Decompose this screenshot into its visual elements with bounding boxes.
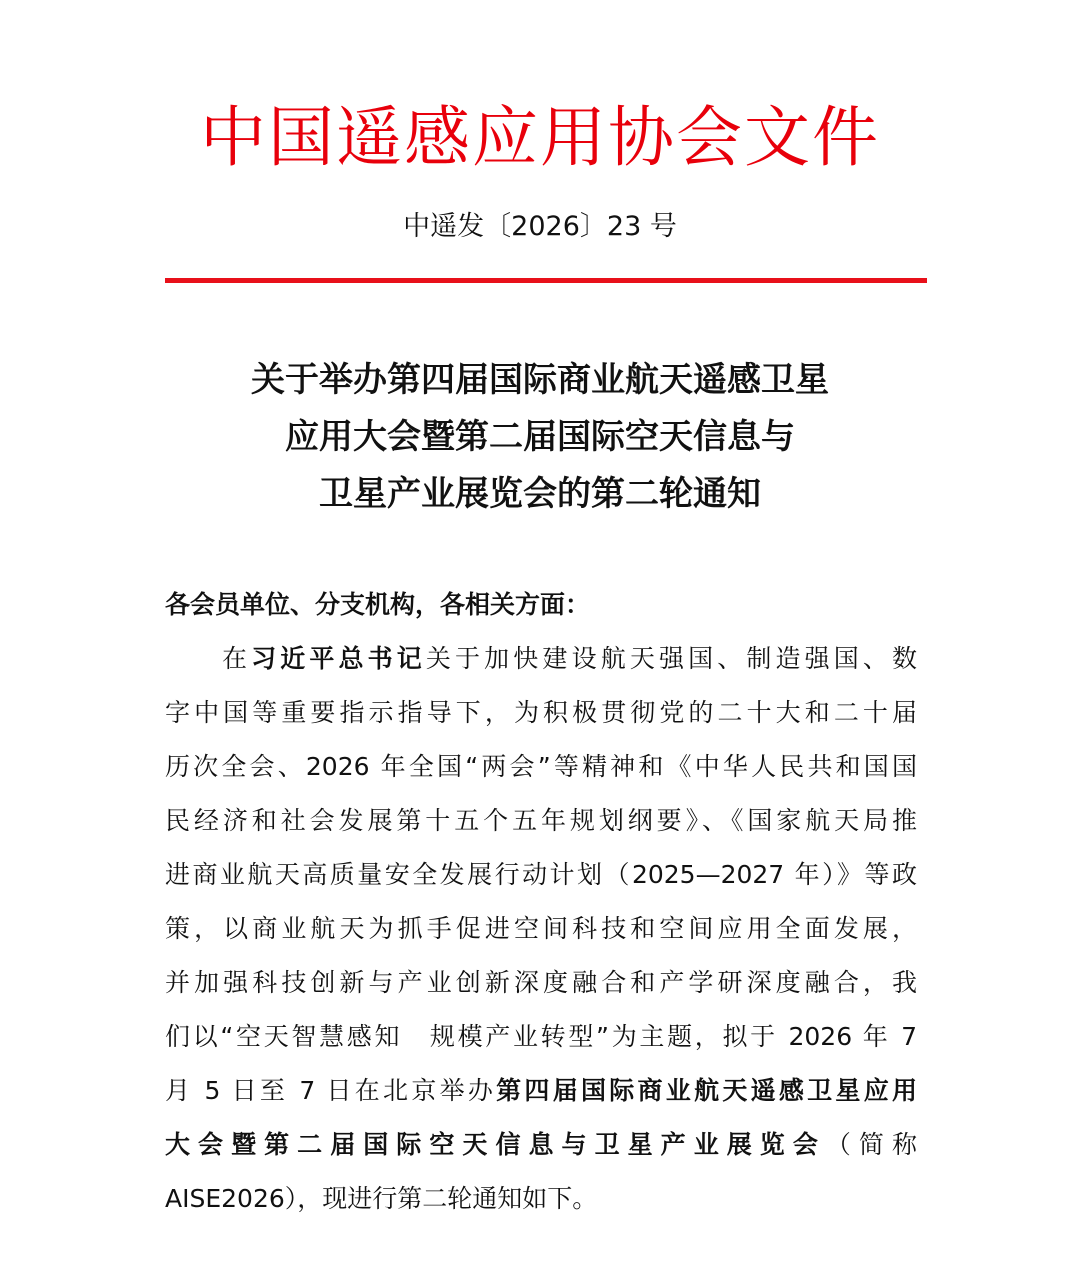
body-line-8: 们以“空天智慧感知 规模产业转型”为主题，拟于 2026 年 7 bbox=[165, 1022, 917, 1051]
body-bold-text: 习近平总书记 bbox=[251, 644, 426, 673]
body-paragraph bbox=[165, 635, 917, 1229]
body-text: （简称 bbox=[825, 1130, 917, 1159]
document-title bbox=[0, 352, 1080, 523]
body-text: 关于加快建设航天强国、制造强国、数 bbox=[425, 644, 917, 673]
body-line-2: 字中国等重要指示指导下，为积极贯彻党的二十大和二十届 bbox=[165, 698, 917, 727]
title-line-1: 关于举办第四届国际商业航天遥感卫星 bbox=[251, 360, 829, 400]
body-line-1 bbox=[165, 635, 917, 689]
salutation: 各会员单位、分支机构，各相关方面： bbox=[165, 590, 591, 619]
body-line-9 bbox=[165, 1067, 917, 1121]
body-line-4: 民经济和社会发展第十五个五年规划纲要》、《国家航天局推 bbox=[165, 806, 917, 835]
body-bold-text: 第四届国际商业航天遥感卫星应用 bbox=[496, 1076, 917, 1105]
body-line-7: 并加强科技创新与产业创新深度融合和产学研深度融合，我 bbox=[165, 968, 917, 997]
body-line-10 bbox=[165, 1121, 917, 1175]
red-divider-line bbox=[165, 278, 927, 283]
body-line-5: 进商业航天高质量安全发展行动计划（2025—2027 年）》等政 bbox=[165, 860, 917, 889]
title-line-3: 卫星产业展览会的第二轮通知 bbox=[319, 474, 761, 514]
title-line-2: 应用大会暨第二届国际空天信息与 bbox=[285, 417, 795, 457]
body-line-3: 历次全会、2026 年全国“两会”等精神和《中华人民共和国国 bbox=[165, 752, 917, 781]
organization-header: 中国遥感应用协会文件 bbox=[200, 99, 880, 176]
body-bold-text: 大会暨第二届国际空天信息与卫星产业展览会 bbox=[165, 1130, 826, 1159]
body-text: 月 5 日至 7 日在北京举办 bbox=[165, 1076, 497, 1105]
body-line-6: 策，以商业航天为抓手促进空间科技和空间应用全面发展， bbox=[165, 914, 917, 943]
body-text: 在 bbox=[222, 644, 252, 673]
body-line-11: AISE2026），现进行第二轮通知如下。 bbox=[165, 1184, 598, 1213]
document-number: 中遥发〔2026〕23 号 bbox=[403, 211, 677, 242]
